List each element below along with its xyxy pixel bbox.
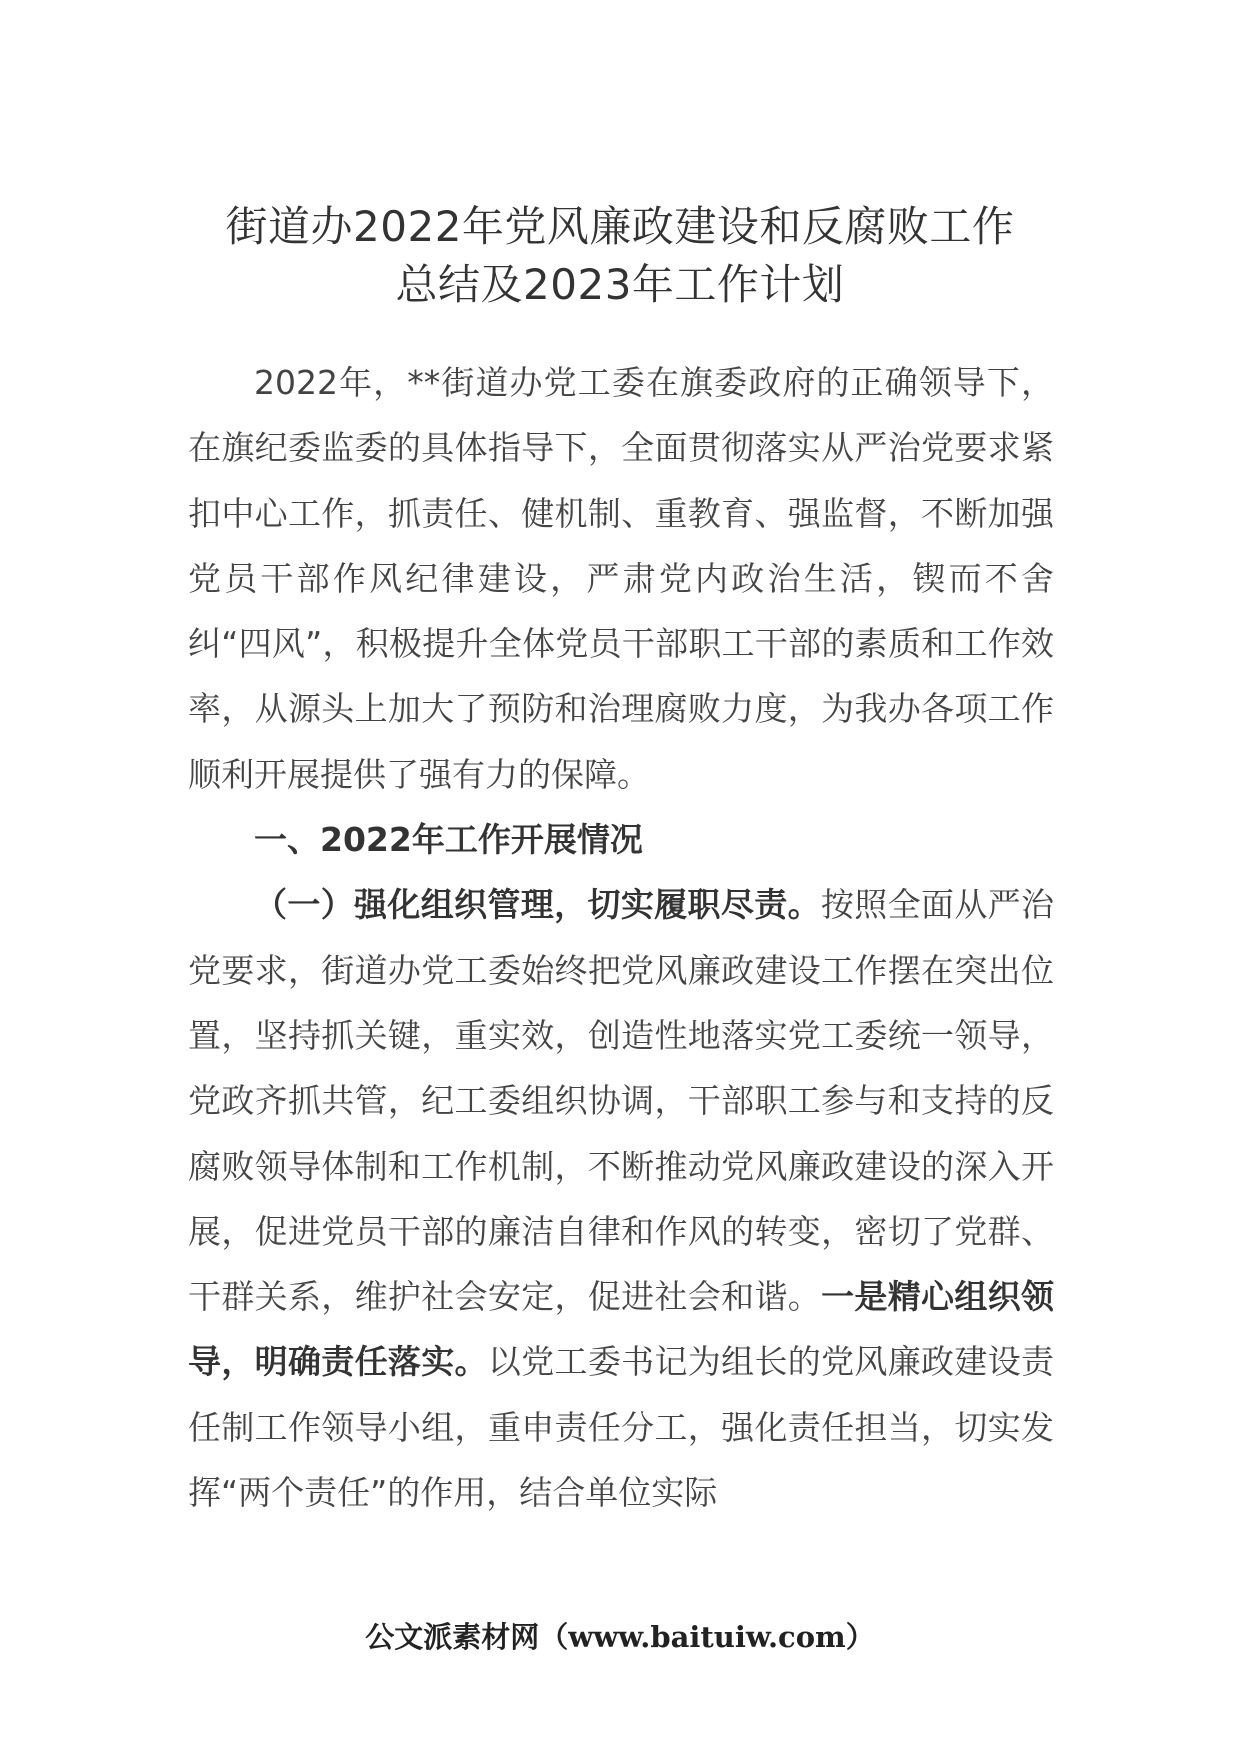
footer-watermark: 公文派素材网（www.baituiw.com） [365, 1620, 875, 1654]
section-heading-1: 一、2022年工作开展情况 [254, 820, 643, 860]
intro-paragraph: 2022年，**街道办党工委在旗委政府的正确领导下，在旗纪委监委的具体指导下，全面贯彻落实从严治党要求紧扣中心工作，抓责任、健机制、重教育、强监督，不断加强党员干部作风纪律建设，严肃党内政治生活，锲而不舍纠“四风”，积极提升全体党员干部职工干部的素质和工作效率，从源头上加大了预防和治理腐败力度，为我办各项工作顺利开展提供了强有力的保障。 [188, 363, 1054, 794]
document-body [188, 350, 1054, 1525]
point-heading-1: 一是精心组织领导，明确责任落实。 [188, 1277, 1055, 1382]
title-line-2: 总结及2023年工作计划 [395, 260, 845, 309]
subsection-heading-1: （一）强化组织管理，切实履职尽责。 [254, 885, 821, 925]
subsection-text-1: 按照全面从严治党要求，街道办党工委始终把党风廉政建设工作摆在突出位置，坚持抓关键，重实效，创造性地落实党工委统一领导，党政齐抓共管，纪工委组织协调，干部职工参与和支持的反腐败领导体制和工作机制，不断推动党风廉政建设的深入开展，促进党员干部的廉洁自律和作风的转变，密切了党群、干群关系，维护社会安定，促进社会和谐。 [188, 885, 1055, 1317]
document-title [180, 198, 1060, 314]
subsection-paragraph-1 [188, 872, 1054, 1525]
title-line-1: 街道办2022年党风廉政建设和反腐败工作 [225, 202, 1015, 251]
point-text-1: 以党工委书记为组长的党风廉政建设责任制工作领导小组，重申责任分工，强化责任担当，切实发挥“两个责任”的作用，结合单位实际 [188, 1342, 1055, 1513]
